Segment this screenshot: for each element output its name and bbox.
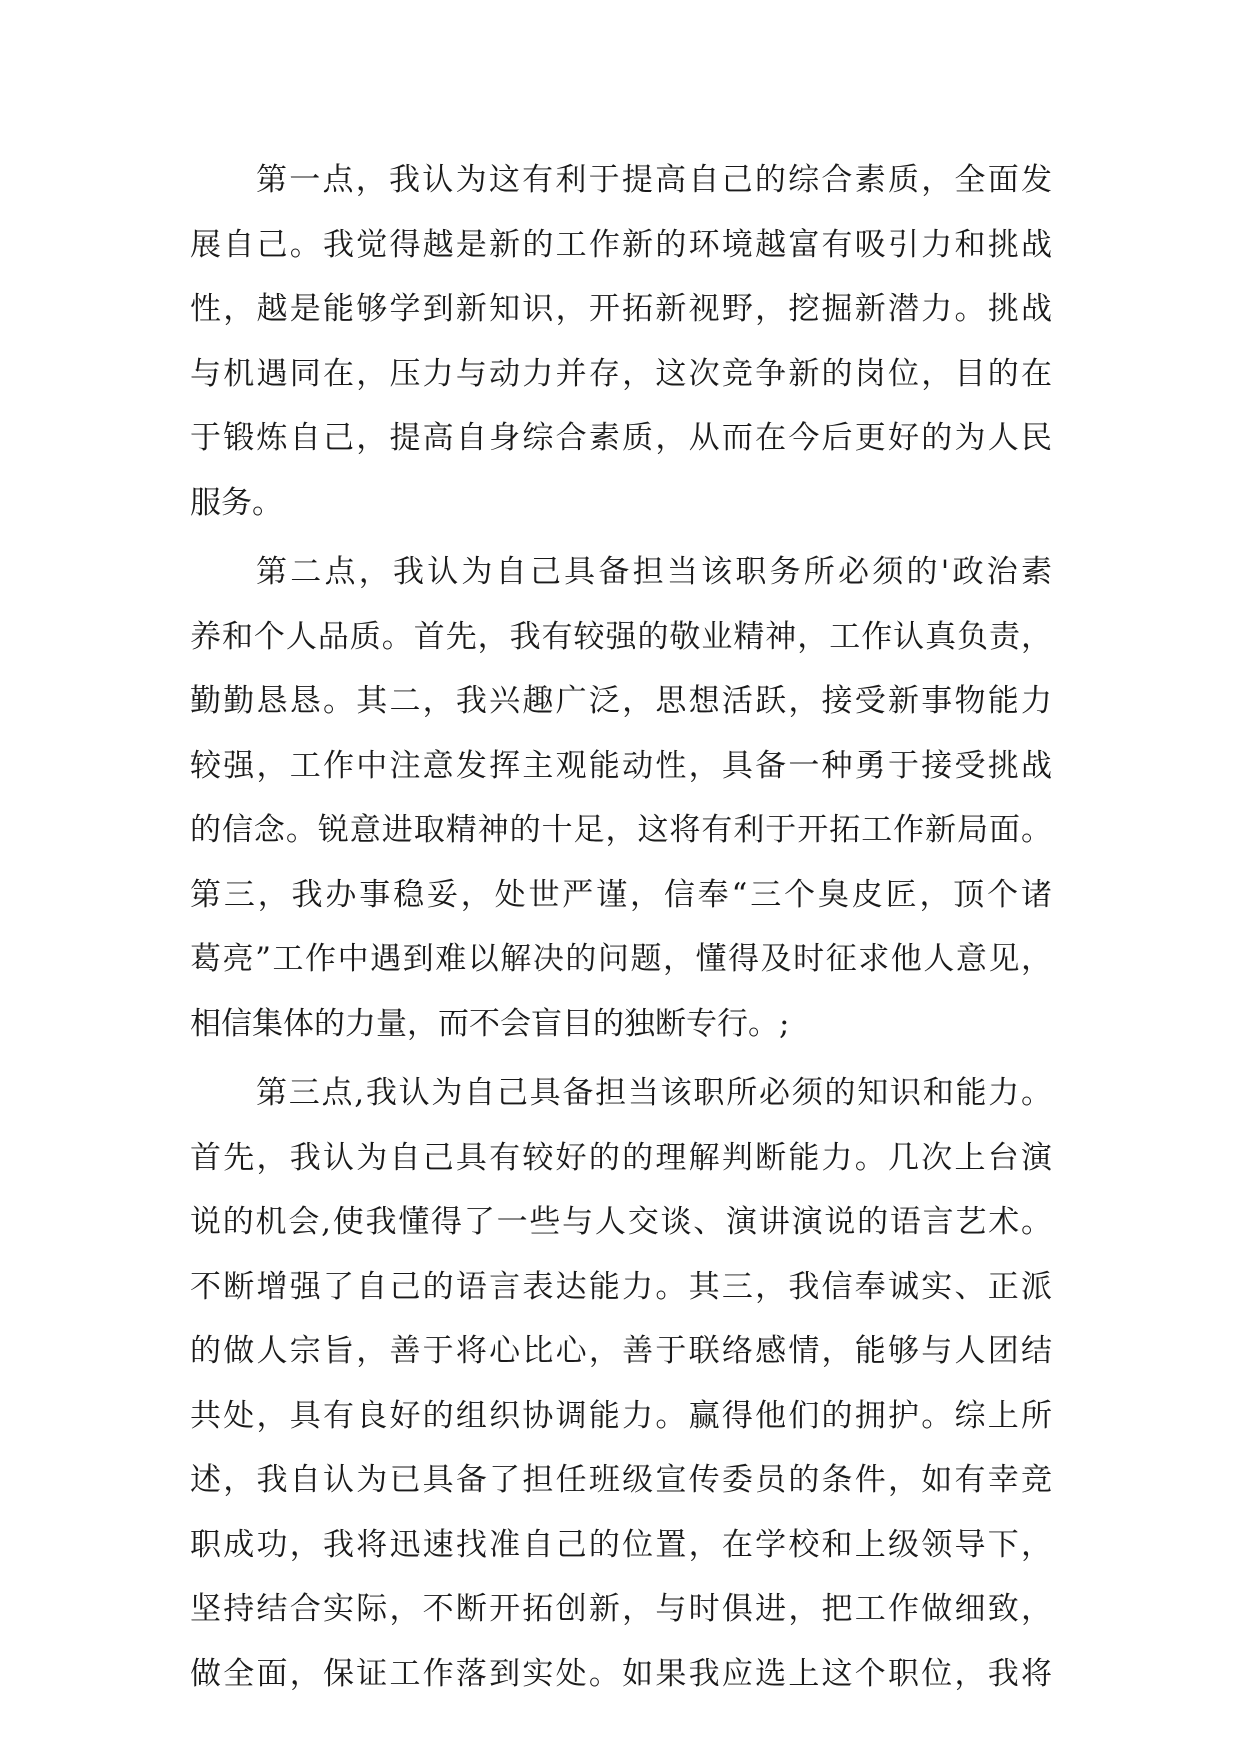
text-line: 不断增强了自己的语言表达能力。其三，我信奉诚实、正派 <box>190 1268 1052 1305</box>
text-line: 做全面，保证工作落到实处。如果我应选上这个职位，我将 <box>190 1655 1052 1692</box>
paragraph-3 <box>190 1061 1052 1706</box>
text-line: 的做人宗旨，善于将心比心，善于联络感情，能够与人团结 <box>190 1333 1052 1369</box>
text-line: 勤勤恳恳。其二，我兴趣广泛，思想活跃，接受新事物能力 <box>190 683 1052 719</box>
text-line: 第三，我办事稳妥，处世严谨，信奉“三个臭皮匠，顶个诸 <box>190 876 1052 913</box>
text-line: 第三点,我认为自己具备担当该职所必须的知识和能力。 <box>256 1075 1052 1111</box>
text-line: 说的机会,使我懂得了一些与人交谈、演讲演说的语言艺术。 <box>190 1204 1052 1240</box>
text-line: 第一点，我认为这有利于提高自己的综合素质，全面发 <box>256 162 1052 198</box>
text-line: 坚持结合实际，不断开拓创新，与时俱进，把工作做细致， <box>190 1591 1052 1627</box>
text-line: 服务。 <box>190 484 283 521</box>
paragraph-1 <box>190 148 1052 535</box>
text-line: 性，越是能够学到新知识，开拓新视野，挖掘新潜力。挑战 <box>190 291 1052 327</box>
paragraph-2 <box>190 540 1052 1056</box>
text-line: 与机遇同在，压力与动力并存，这次竞争新的岗位，目的在 <box>190 355 1052 392</box>
text-line: 述，我自认为已具备了担任班级宣传委员的条件，如有幸竞 <box>190 1462 1052 1498</box>
text-line: 第二点，我认为自己具备担当该职务所必须的'政治素 <box>256 554 1052 590</box>
text-line: 职成功，我将迅速找准自己的位置，在学校和上级领导下， <box>190 1526 1052 1563</box>
text-line: 相信集体的力量，而不会盲目的独断专行。; <box>190 1005 790 1042</box>
text-line: 于锻炼自己，提高自身综合素质，从而在今后更好的为人民 <box>190 420 1052 456</box>
text-line: 首先，我认为自己具有较好的的理解判断能力。几次上台演 <box>190 1139 1052 1176</box>
text-line: 的信念。锐意进取精神的十足，这将有利于开拓工作新局面。 <box>190 812 1052 848</box>
text-line: 较强，工作中注意发挥主观能动性，具备一种勇于接受挑战 <box>190 747 1052 784</box>
text-line: 展自己。我觉得越是新的工作新的环境越富有吸引力和挑战 <box>190 226 1052 263</box>
text-line: 养和个人品质。首先，我有较强的敬业精神，工作认真负责， <box>190 618 1052 655</box>
text-line: 葛亮”工作中遇到难以解决的问题，懂得及时征求他人意见， <box>190 941 1052 977</box>
text-line: 共处，具有良好的组织协调能力。赢得他们的拥护。综上所 <box>190 1397 1052 1434</box>
document-body <box>190 148 1052 1706</box>
